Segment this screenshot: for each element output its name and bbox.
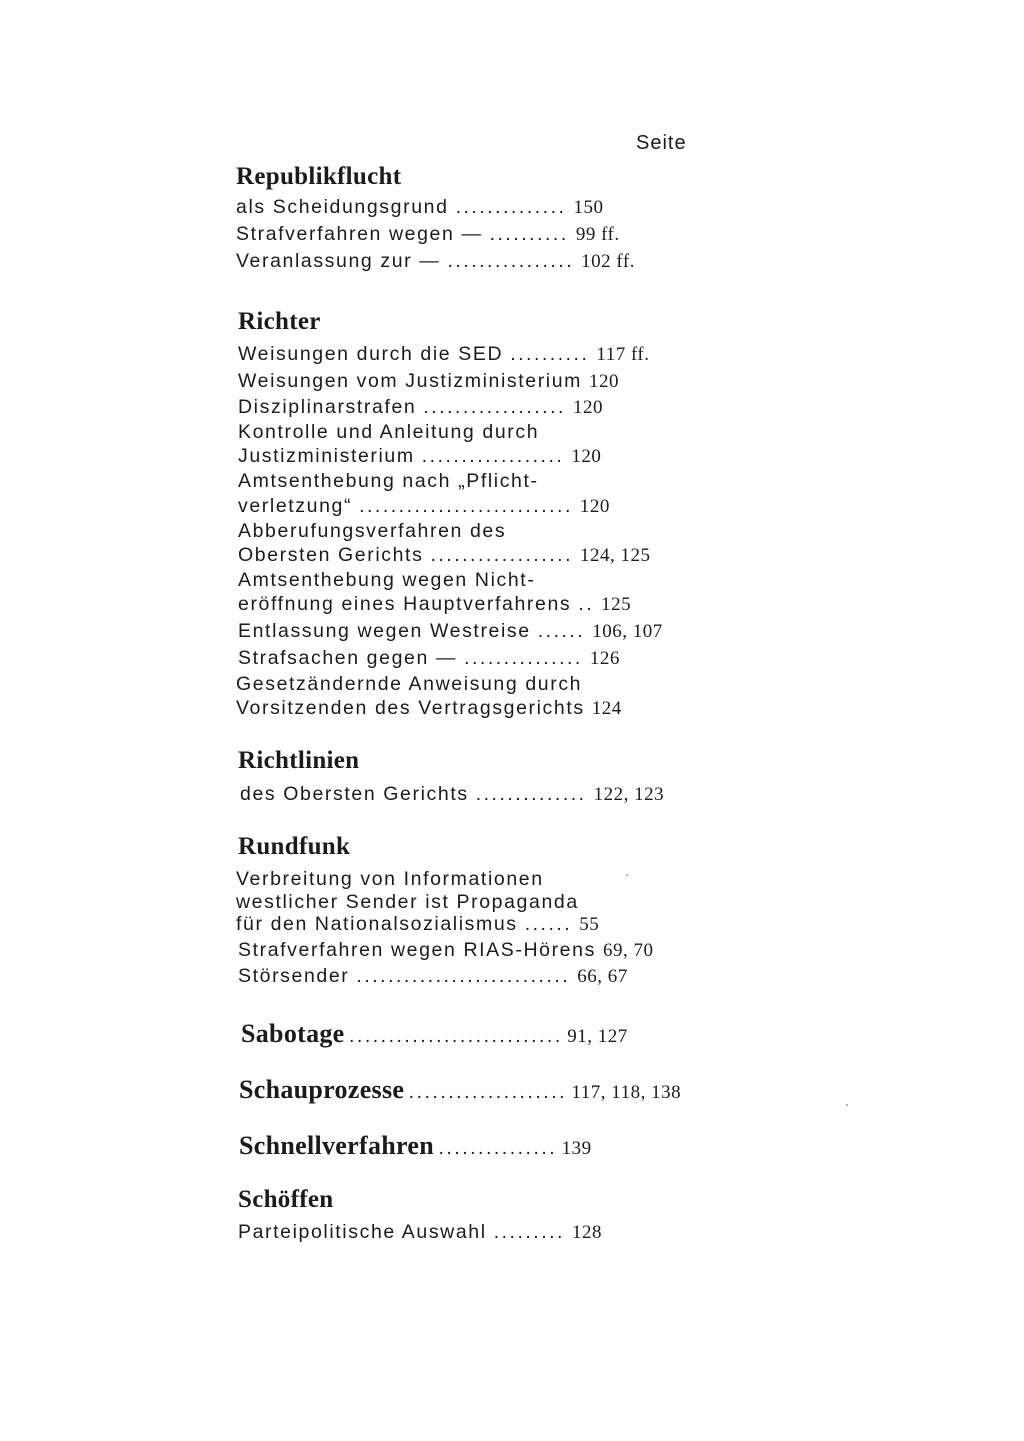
entry-text: Entlassung wegen Westreise xyxy=(238,620,531,642)
section-heading-sabotage: Sabotage xyxy=(241,1019,345,1048)
entry-text: Parteipolitische Auswahl xyxy=(238,1221,487,1243)
entry-text: Weisungen durch die SED xyxy=(238,343,504,365)
entry-text: Kontrolle und Anleitung durch xyxy=(238,421,540,443)
entry-pages: 120 xyxy=(571,446,602,467)
entry-pages: 139 xyxy=(561,1138,592,1159)
entry-leader: ......... xyxy=(493,1221,565,1243)
entry-text: Strafsachen gegen — xyxy=(238,647,458,669)
entry-pages: 91, 127 xyxy=(567,1026,628,1047)
entry-text: Strafverfahren wegen RIAS-Hörens xyxy=(238,939,596,961)
entry-pages: 66, 67 xyxy=(577,966,628,987)
entry-pages: 120 xyxy=(589,371,620,392)
index-entry xyxy=(236,223,620,246)
entry-text: westlicher Sender ist Propaganda xyxy=(236,891,579,913)
entry-text: Veranlassung zur — xyxy=(236,250,441,272)
index-entry xyxy=(238,965,628,988)
entry-text: verletzung“ xyxy=(238,495,353,517)
entry-pages: 122, 123 xyxy=(593,784,665,805)
entry-pages: 120 xyxy=(572,397,603,418)
entry-text: Störsender xyxy=(238,965,350,987)
entry-leader: ...... xyxy=(524,913,573,935)
index-entry xyxy=(238,520,506,543)
index-entry xyxy=(240,783,664,806)
entry-pages: 150 xyxy=(573,197,604,218)
entry-leader: .................. xyxy=(423,396,566,418)
print-speck xyxy=(626,874,628,876)
entry-pages: 117 ff. xyxy=(596,344,650,365)
entry-text: Verbreitung von Informationen xyxy=(236,868,544,890)
section-heading-republikflucht: Republikflucht xyxy=(236,163,402,190)
entry-leader: ........................... xyxy=(359,495,573,517)
index-entry xyxy=(238,396,603,419)
index-entry xyxy=(238,593,631,616)
entry-leader: ........................... xyxy=(348,1025,563,1047)
entry-text: Vorsitzenden des Vertragsgerichts xyxy=(236,697,585,719)
print-speck xyxy=(846,1104,848,1106)
entry-leader: .................. xyxy=(421,445,565,467)
entry-leader: .............. xyxy=(455,196,567,218)
entry-pages: 124 xyxy=(591,698,622,719)
entry-pages: 117, 118, 138 xyxy=(571,1082,682,1103)
index-entry xyxy=(238,647,620,670)
index-entry xyxy=(238,569,535,592)
entry-leader: .. xyxy=(578,593,595,615)
entry-text: für den Nationalsozialismus xyxy=(236,913,518,935)
entry-leader: ........................... xyxy=(356,965,571,987)
page-column-label: Seite xyxy=(636,132,687,154)
index-entry xyxy=(238,470,539,493)
section-heading-rundfunk: Rundfunk xyxy=(238,833,351,860)
section-heading-richter: Richter xyxy=(238,308,321,335)
entry-pages: 69, 70 xyxy=(602,940,654,961)
index-entry xyxy=(236,697,622,720)
entry-pages: 128 xyxy=(572,1222,603,1243)
entry-leader: ............... xyxy=(438,1137,558,1159)
index-entry xyxy=(238,343,650,366)
entry-text: Amtsenthebung wegen Nicht- xyxy=(238,569,536,591)
index-entry xyxy=(238,421,539,444)
index-entry xyxy=(238,1221,602,1244)
entry-text: Justizministerium xyxy=(238,445,415,467)
entry-leader: .......... xyxy=(489,223,569,245)
entry-text: Weisungen vom Justizministerium xyxy=(238,370,583,392)
index-entry xyxy=(238,445,601,468)
entry-pages: 124, 125 xyxy=(580,545,651,566)
entry-leader: ................ xyxy=(447,250,575,272)
index-entry-schauprozesse xyxy=(239,1075,681,1105)
entry-leader: .............. xyxy=(475,783,587,805)
index-entry xyxy=(238,939,653,962)
entry-pages: 120 xyxy=(579,496,610,517)
entry-pages: 106, 107 xyxy=(592,621,663,642)
index-entry xyxy=(236,196,603,219)
index-entry-sabotage xyxy=(241,1019,628,1049)
entry-text: des Obersten Gerichts xyxy=(240,783,469,805)
entry-text: Gesetzändernde Anweisung durch xyxy=(236,673,583,695)
section-heading-schauprozesse: Schauprozesse xyxy=(239,1075,405,1104)
entry-pages: 55 xyxy=(579,914,600,935)
entry-leader: ...... xyxy=(537,620,586,642)
index-entry xyxy=(236,868,544,891)
entry-text: Strafverfahren wegen — xyxy=(236,223,483,245)
entry-text: Obersten Gerichts xyxy=(238,544,424,566)
entry-text: als Scheidungsgrund xyxy=(236,196,449,218)
entry-pages: 125 xyxy=(601,594,632,615)
entry-leader: .................... xyxy=(408,1081,568,1103)
entry-leader: .................. xyxy=(430,544,573,566)
index-entry xyxy=(236,673,582,696)
index-entry xyxy=(238,620,663,643)
index-entry xyxy=(236,891,579,914)
index-entry xyxy=(238,370,619,393)
index-entry xyxy=(236,250,635,273)
index-entry xyxy=(236,913,599,936)
entry-pages: 102 ff. xyxy=(581,251,635,272)
entry-text: eröffnung eines Hauptverfahrens xyxy=(238,593,572,615)
index-entry xyxy=(238,495,610,518)
entry-text: Abberufungsverfahren des xyxy=(238,520,507,542)
entry-text: Disziplinarstrafen xyxy=(238,396,417,418)
index-entry xyxy=(238,544,651,567)
entry-leader: .......... xyxy=(510,343,590,365)
section-heading-richtlinien: Richtlinien xyxy=(238,747,360,774)
section-heading-schnellverfahren: Schnellverfahren xyxy=(239,1131,434,1160)
entry-pages: 126 xyxy=(589,648,620,669)
entry-pages: 99 ff. xyxy=(575,224,620,245)
entry-leader: ............... xyxy=(464,647,583,669)
entry-text: Amtsenthebung nach „Pflicht- xyxy=(238,470,539,492)
section-heading-schoeffen: Schöffen xyxy=(238,1186,334,1213)
index-entry-schnellverfahren xyxy=(239,1131,592,1161)
